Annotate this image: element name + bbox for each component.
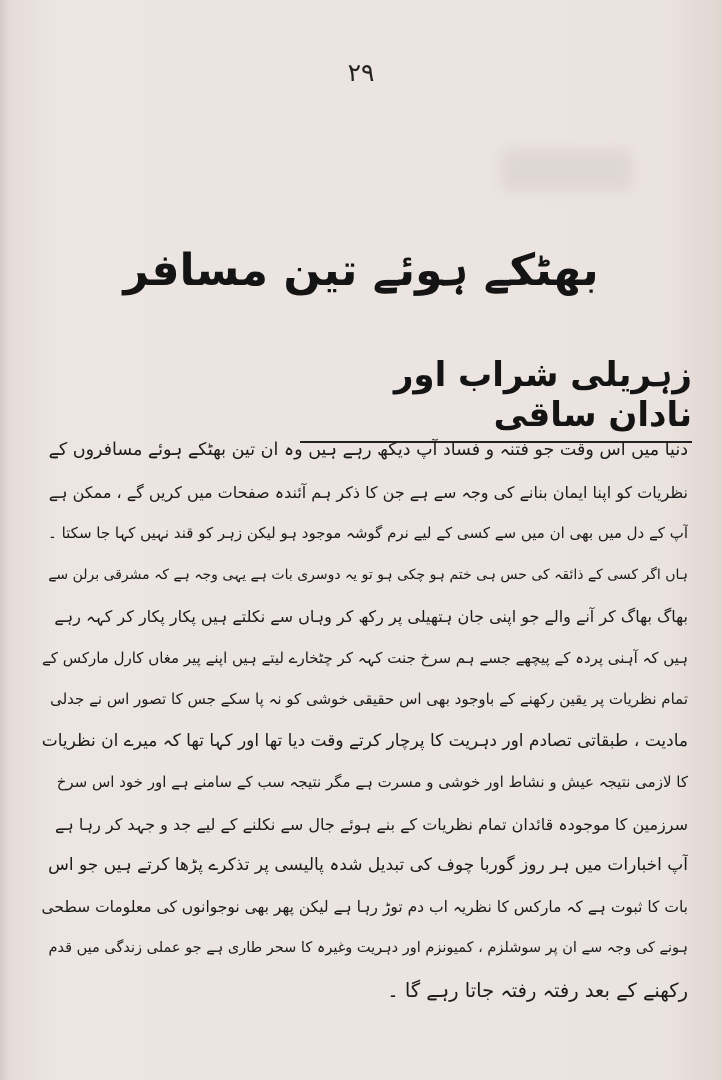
body-text <box>38 430 688 1011</box>
text-line: دنیا میں اس وقت جو فتنہ و فساد آپ دیکھ رہے ہیں وہ ان تین بھٹکے ہوئے مسافروں کے <box>48 440 688 460</box>
chapter-title: بھٹکے ہوئے تین مسافر <box>123 245 599 296</box>
text-line: ہاں اگر کسی کے ذائقہ کی حس ہی ختم ہو چکی ہو تو یہ دوسری بات ہے یہی وجہ ہے کہ مشرقی برلن سے <box>48 566 688 583</box>
page-number: ٢٩ <box>347 58 375 87</box>
text-line: سرزمین کا موجودہ قائدان تمام نظریات کے بنے ہوئے جال سے نکلنے کے لیے جد و جہد کر رہا ہے <box>54 814 688 834</box>
text-line: آپ اخبارات میں ہر روز گوربا چوف کی تبدیل شدہ پالیسی پر تذکرے پڑھا کرتے ہیں جو اس <box>48 855 688 875</box>
text-line: آپ کے دل میں بھی ان میں سے کسی کے لیے نرم گوشہ موجود ہو لیکن زہر کو قند نہیں کہا جا سکتا ۔ <box>48 524 688 542</box>
text-line: کا لازمی نتیجہ عیش و نشاط اور خوشی و مسرت ہے مگر نتیجہ سب کے سامنے ہے اور خود اس سرخ <box>56 773 688 791</box>
text-line: ہیں کہ آہنی پردہ کے پیچھے جسے ہم سرخ جنت کہہ کر چٹخارے لیتے ہیں اپنے پیر مغاں کارل مارکس کے <box>42 648 688 667</box>
show-through-mark <box>502 150 632 190</box>
section-heading: زہریلی شراب اور نادان ساقی <box>300 354 692 443</box>
text-line: بھاگ بھاگ کر آنے والے جو اپنی جان ہتھیلی پر رکھ کر وہاں سے نکلتے ہیں پکار پکار کر کہہ رہے <box>54 607 688 626</box>
text-line: ہونے کی وجہ سے ان پر سوشلزم ، کمیونزم اور دہریت وغیرہ کا سحر طاری ہے جو عملی زندگی میں قدم <box>48 940 688 956</box>
text-line: مادیت ، طبقاتی تصادم اور دہریت کا پرچار کرتے وقت دیا تھا اور کہا تھا کہ میرے ان نظریات <box>41 730 688 751</box>
text-line: نظریات کو اپنا ایمان بنانے کی وجہ سے ہے جن کا ذکر ہم آئندہ صفحات میں کریں گے ، ممکن ہے <box>48 482 688 502</box>
text-line: تمام نظریات پر یقین رکھنے کے باوجود بھی اس حقیقی خوشی کو نہ پا سکے جس کا تصور اس نے جدلی <box>50 690 688 708</box>
text-line: بات کا ثبوت ہے کہ مارکس کا نظریہ اب دم توڑ رہا ہے لیکن پھر بھی نوجوانوں کی معلومات سطحی <box>41 897 688 916</box>
text-line: رکھنے کے بعد رفتہ رفتہ جاتا رہے گا ۔ <box>387 978 688 1002</box>
